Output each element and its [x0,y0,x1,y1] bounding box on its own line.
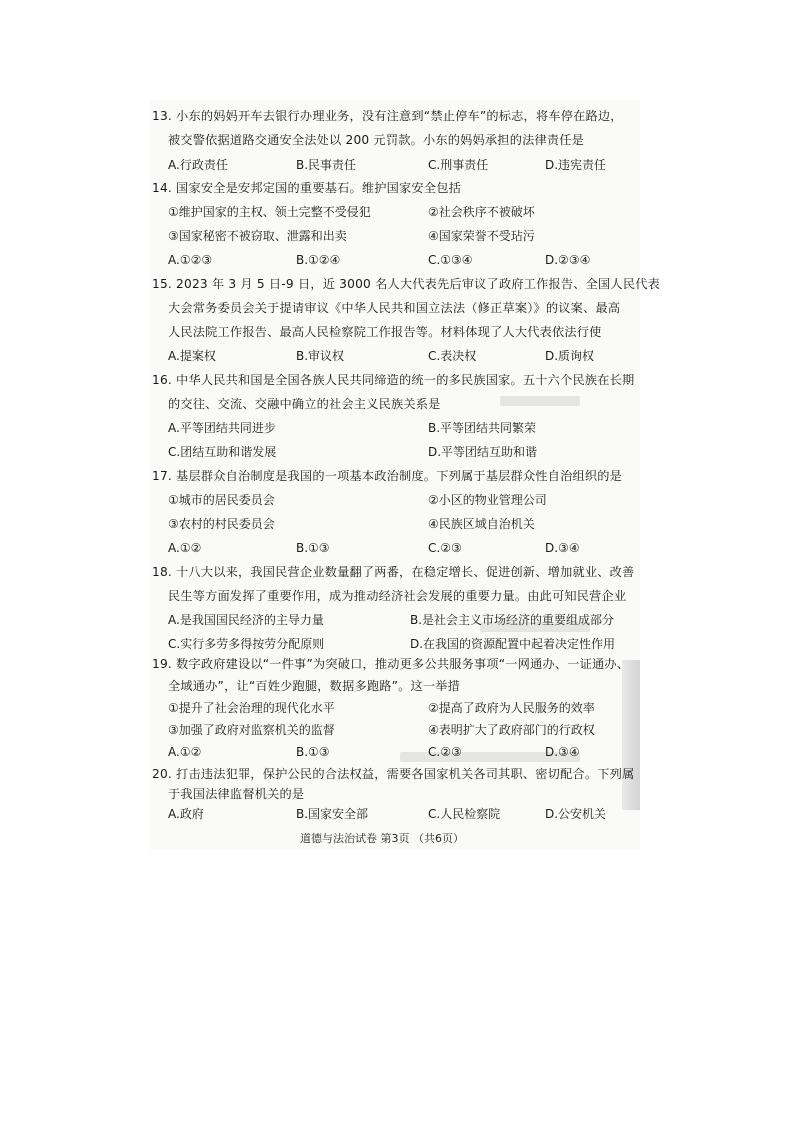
question-17-item-1: ①城市的居民委员会 [168,493,275,507]
question-14-stem: 14. 国家安全是安邦定国的重要基石。维护国家安全包括 [152,181,461,195]
question-15-option-a: A.提案权 [168,349,216,363]
question-13-option-b: B.民事责任 [296,158,357,172]
question-17-item-2: ②小区的物业管理公司 [428,493,547,507]
question-19-option-d: D.③④ [545,745,580,759]
question-17-item-4: ④民族区域自治机关 [428,517,535,531]
question-14-item-3: ③国家秘密不被窃取、泄露和出卖 [168,229,347,243]
question-20-stem-line-2: 于我国法律监督机关的是 [168,787,305,801]
question-19-item-4: ④表明扩大了政府部门的行政权 [428,723,595,737]
question-17-stem: 17. 基层群众自治制度是我国的一项基本政治制度。下列属于基层群众性自治组织的是 [152,469,623,483]
question-16-option-c: C.团结互助和谐发展 [168,445,277,459]
question-18-option-a: A.是我国国民经济的主导力量 [168,613,324,627]
question-15-stem-line-2: 大会常务委员会关于提请审议《中华人民共和国立法法（修正草案）》的议案、最高 [168,301,621,315]
question-17-option-a: A.①② [168,541,202,555]
question-20-option-a: A.政府 [168,807,204,821]
question-13-option-a: A.行政责任 [168,158,228,172]
question-20-option-b: B.国家安全部 [296,807,369,821]
bleed-through-mark [500,396,580,406]
question-15-stem-line-1: 15. 2023 年 3 月 5 日-9 日，近 3000 名人大代表先后审议了政府工作报告、全国人民代表 [152,277,660,291]
question-13-option-d: D.违宪责任 [545,158,607,172]
question-19-item-2: ②提高了政府为人民服务的效率 [428,701,595,715]
question-14-option-b: B.①②④ [296,253,341,267]
question-16-option-a: A.平等团结共同进步 [168,421,276,435]
question-20-stem-line-1: 20. 打击违法犯罪，保护公民的合法权益，需要各国家机关各司其职、密切配合。下列属 [152,767,635,781]
question-18-stem-line-1: 18. 十八大以来，我国民营企业数量翻了两番，在稳定增长、促进创新、增加就业、改善 [152,565,635,579]
question-17-item-3: ③农村的村民委员会 [168,517,275,531]
question-14-item-4: ④国家荣誉不受玷污 [428,229,535,243]
question-19-option-a: A.①② [168,745,202,759]
question-14-item-2: ②社会秩序不被破坏 [428,205,535,219]
question-19-option-b: B.①③ [296,745,330,759]
question-17-option-b: B.①③ [296,541,330,555]
question-18-option-b: B.是社会主义市场经济的重要组成部分 [410,613,615,627]
question-16-stem-line-2: 的交往、交流、交融中确立的社会主义民族关系是 [168,397,441,411]
question-14-option-c: C.①③④ [428,253,473,267]
question-16-option-d: D.平等团结互助和谐 [428,445,538,459]
question-15-option-d: D.质询权 [545,349,595,363]
page-footer: 道德与法治试卷 第3页 （共6页） [300,832,464,845]
question-19-item-3: ③加强了政府对监察机关的监督 [168,723,335,737]
question-18-option-c: C.实行多劳多得按劳分配原则 [168,637,325,651]
question-19-item-1: ①提升了社会治理的现代化水平 [168,701,335,715]
question-13-option-c: C.刑事责任 [428,158,489,172]
question-13-stem-line-1: 13. 小东的妈妈开车去银行办理业务，没有注意到“禁止停车”的标志，将车停在路边， [152,109,623,123]
question-20-option-d: D.公安机关 [545,807,607,821]
question-14-option-a: A.①②③ [168,253,213,267]
question-13-stem-line-2: 被交警依据道路交通安全法处以 200 元罚款。小东的妈妈承担的法律责任是 [168,133,585,147]
question-18-stem-line-2: 民生等方面发挥了重要作用，成为推动经济社会发展的重要力量。由此可知民营企业 [168,589,627,603]
question-16-option-b: B.平等团结共同繁荣 [428,421,537,435]
question-15-option-b: B.审议权 [296,349,345,363]
question-14-option-d: D.②③④ [545,253,591,267]
question-17-option-c: C.②③ [428,541,462,555]
question-19-stem-line-1: 19. 数字政府建设以“一件事”为突破口，推动更多公共服务事项“一网通办、一证通办、 [152,657,630,671]
question-18-option-d: D.在我国的资源配置中起着决定性作用 [410,637,616,651]
question-19-option-c: C.②③ [428,745,462,759]
question-15-stem-line-3: 人民法院工作报告、最高人民检察院工作报告等。材料体现了人大代表依法行使 [168,325,602,339]
question-17-option-d: D.③④ [545,541,580,555]
question-16-stem-line-1: 16. 中华人民共和国是全国各族人民共同缔造的统一的多民族国家。五十六个民族在长期 [152,373,635,387]
page-edge-shadow [622,660,640,810]
question-19-stem-line-2: 全域通办”，让“百姓少跑腿，数据多跑路”。这一举措 [168,679,461,693]
question-14-item-1: ①维护国家的主权、领土完整不受侵犯 [168,205,371,219]
question-15-option-c: C.表决权 [428,349,477,363]
question-20-option-c: C.人民检察院 [428,807,501,821]
